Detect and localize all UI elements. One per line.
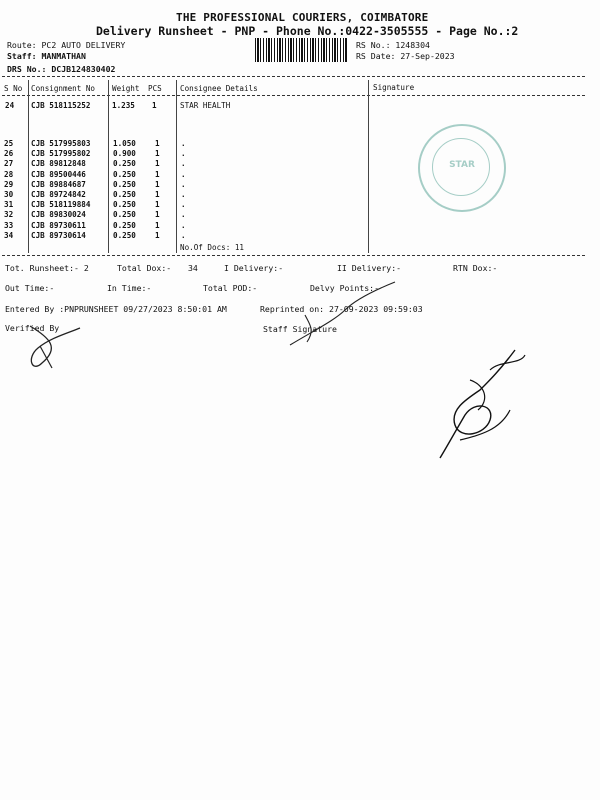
row-pcs: 1 [152, 101, 157, 110]
verified-by: Verified By [5, 323, 60, 333]
col-line [368, 80, 369, 253]
row-sno: 25 [4, 139, 14, 149]
row-details: . [181, 200, 186, 210]
row-sno: 27 [4, 159, 14, 169]
row-pcs: 1 [155, 139, 160, 149]
divider-top [2, 76, 585, 77]
rs-date: RS Date: 27-Sep-2023 [356, 51, 455, 61]
rtn-dox: RTN Dox:- [453, 263, 498, 273]
stamp-text: STAR [449, 160, 475, 170]
row-details: . [181, 210, 186, 220]
receiver-signature [430, 340, 540, 470]
col-weight: Weight [112, 84, 140, 93]
row-pcs: 1 [155, 200, 160, 210]
row-details: . [181, 230, 186, 240]
total-dox-value: 34 [188, 263, 198, 273]
consignment-table [4, 139, 221, 241]
row-sno: 26 [4, 149, 14, 159]
tot-runsheet: Tot. Runsheet:- 2 [5, 263, 89, 273]
table-row [4, 210, 221, 220]
divider-bottom [2, 255, 585, 256]
total-dox-label: Total Dox:- [117, 263, 172, 273]
in-time: In Time:- [107, 283, 152, 293]
row-sno: 32 [4, 210, 14, 220]
row-pcs: 1 [155, 149, 160, 159]
row-pcs: 1 [155, 179, 160, 189]
row-details: . [181, 149, 186, 159]
row-consignment: CJB 517995802 [31, 149, 91, 159]
col-consignment: Consignment No [31, 84, 96, 93]
row-consignment: CJB 89830024 [31, 210, 86, 220]
route-label: Route: PC2 AUTO DELIVERY [7, 40, 126, 50]
row-pcs: 1 [155, 210, 160, 220]
row-weight: 0.250 [113, 179, 136, 189]
staff-signature-mark [285, 280, 405, 350]
row-weight: 0.250 [113, 230, 136, 240]
row-weight: 0.250 [113, 220, 136, 230]
row-consignment: CJB 89724842 [31, 190, 86, 200]
row-consignment: CJB 517995803 [31, 139, 91, 149]
company-stamp [418, 124, 506, 212]
row-consignment: CJB 89730611 [31, 220, 86, 230]
company-name: THE PROFESSIONAL COURIERS, COIMBATORE [176, 11, 429, 24]
row-sno: 30 [4, 190, 14, 200]
staff-label: Staff: MANMATHAN [7, 51, 86, 61]
row-sno: 34 [4, 230, 14, 240]
row-details: . [181, 159, 186, 169]
table-row [4, 159, 221, 169]
row-details: . [181, 220, 186, 230]
col-signature: Signature [373, 83, 415, 92]
row-weight: 0.900 [113, 149, 136, 159]
row-consignment: CJB 89812848 [31, 159, 86, 169]
table-row [4, 170, 221, 180]
total-pod: Total POD:- [203, 283, 258, 293]
i-delivery: I Delivery:- [224, 263, 284, 273]
row-consignment: CJB 89884687 [31, 179, 86, 189]
row-pcs: 1 [155, 230, 160, 240]
row-weight: 0.250 [113, 190, 136, 200]
verifier-signature [20, 318, 100, 378]
entered-by: Entered By :PNPRUNSHEET 09/27/2023 8:50:01 AM [5, 304, 227, 314]
row-weight: 1.235 [112, 101, 135, 110]
col-details: Consignee Details [180, 84, 258, 93]
row-sno: 31 [4, 200, 14, 210]
table-row [4, 221, 221, 231]
out-time: Out Time:- [5, 283, 55, 293]
row-weight: 1.050 [113, 139, 136, 149]
row-consignment: CJB 518119884 [31, 200, 91, 210]
barcode [255, 38, 347, 62]
row-details: STAR HEALTH [180, 101, 231, 110]
row-consignment: CJB 89500446 [31, 169, 86, 179]
table-row [4, 190, 221, 200]
rs-number: RS No.: 1248304 [356, 40, 430, 50]
ii-delivery: II Delivery:- [337, 263, 402, 273]
row-consignment: CJB 518115252 [31, 101, 91, 110]
drs-number: DRS No.: DCJB124830402 [7, 64, 116, 74]
row-pcs: 1 [155, 220, 160, 230]
table-row [4, 231, 221, 241]
docs-count: No.Of Docs: 11 [180, 243, 245, 252]
row-pcs: 1 [155, 190, 160, 200]
row-consignment: CJB 89730614 [31, 230, 86, 240]
row-weight: 0.250 [113, 159, 136, 169]
divider-header [2, 95, 585, 96]
runsheet-title: Delivery Runsheet - PNP - Phone No.:0422-3505555 - Page No.:2 [96, 24, 519, 38]
row-details: . [181, 139, 186, 149]
row-sno: 28 [4, 169, 14, 179]
reprinted-on: Reprinted on: 27-09-2023 09:59:03 [260, 304, 423, 314]
table-row [4, 149, 221, 159]
row-sno: 33 [4, 220, 14, 230]
table-row [4, 139, 221, 149]
row-pcs: 1 [155, 169, 160, 179]
col-sno: S No [4, 84, 23, 93]
row-weight: 0.250 [113, 200, 136, 210]
row-details: . [181, 179, 186, 189]
row-weight: 0.250 [113, 210, 136, 220]
row-sno: 24 [5, 101, 15, 110]
row-details: . [181, 190, 186, 200]
col-pcs: PCS [148, 84, 162, 93]
table-row [4, 180, 221, 190]
row-pcs: 1 [155, 159, 160, 169]
row-weight: 0.250 [113, 169, 136, 179]
delvy-points: Delvy Points:- [310, 283, 380, 293]
row-sno: 29 [4, 179, 14, 189]
table-row [4, 200, 221, 210]
row-details: . [181, 169, 186, 179]
staff-signature-label: Staff Signature [263, 324, 337, 334]
